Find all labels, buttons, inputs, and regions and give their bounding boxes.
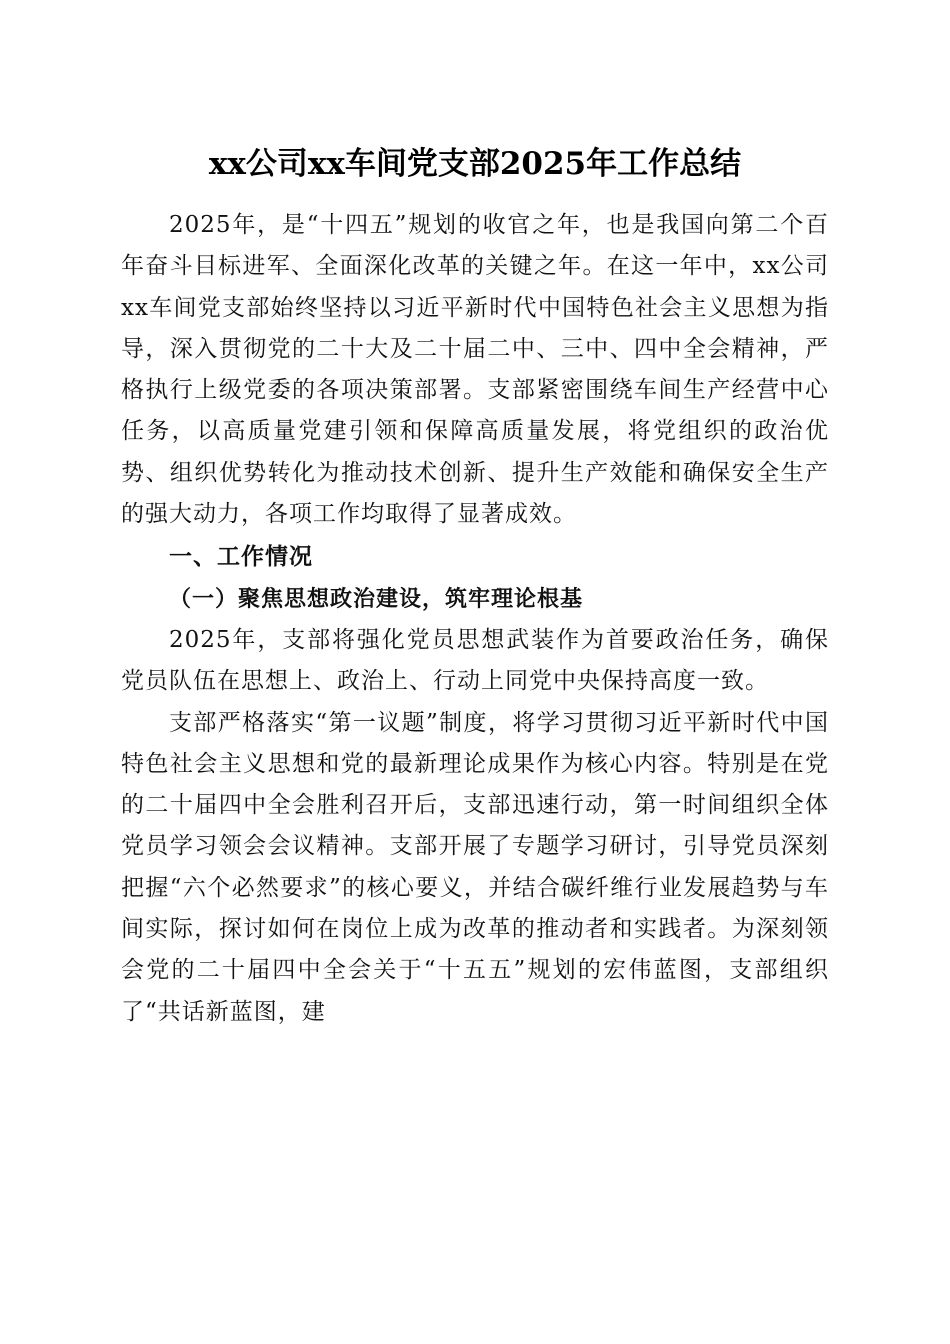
document-title: xx公司xx车间党支部2025年工作总结	[208, 146, 742, 182]
document-body	[121, 205, 829, 1033]
intro-paragraph: 2025年，是“十四五”规划的收官之年，也是我国向第二个百年奋斗目标进军、全面深化改革的关键之年。在这一年中，xx公司xx车间党支部始终坚持以习近平新时代中国特色社会主义思想为指导，深入贯彻党的二十大及二十届二中、三中、四中全会精神，严格执行上级党委的各项决策部署。支部紧密围绕车间生产经营中心任务，以高质量党建引领和保障高质量发展，将党组织的政治优势、组织优势转化为推动技术创新、提升生产效能和确保安全生产的强大动力，各项工作均取得了显著成效。	[121, 212, 829, 528]
paragraph-political-task: 2025年，支部将强化党员思想武装作为首要政治任务，确保党员队伍在思想上、政治上、行动上同党中央保持高度一致。	[121, 626, 829, 695]
subsection-heading-ideological-building: （一）聚焦思想政治建设，筑牢理论根基	[169, 585, 584, 612]
section-heading-work-status: 一、工作情况	[169, 544, 313, 571]
paragraph-first-agenda-system: 支部严格落实“第一议题”制度，将学习贯彻习近平新时代中国特色社会主义思想和党的最新理论成果作为核心内容。特别是在党的二十届四中全会胜利召开后，支部迅速行动，第一时间组织全体党员学习领会会议精神。支部开展了专题学习研讨，引导党员深刻把握“六个必然要求”的核心要义，并结合碳纤维行业发展趋势与车间实际，探讨如何在岗位上成为改革的推动者和实践者。为深刻领会党的二十届四中全会关于“十五五”规划的宏伟蓝图，支部组织了“共话新蓝图，建	[121, 709, 829, 1025]
